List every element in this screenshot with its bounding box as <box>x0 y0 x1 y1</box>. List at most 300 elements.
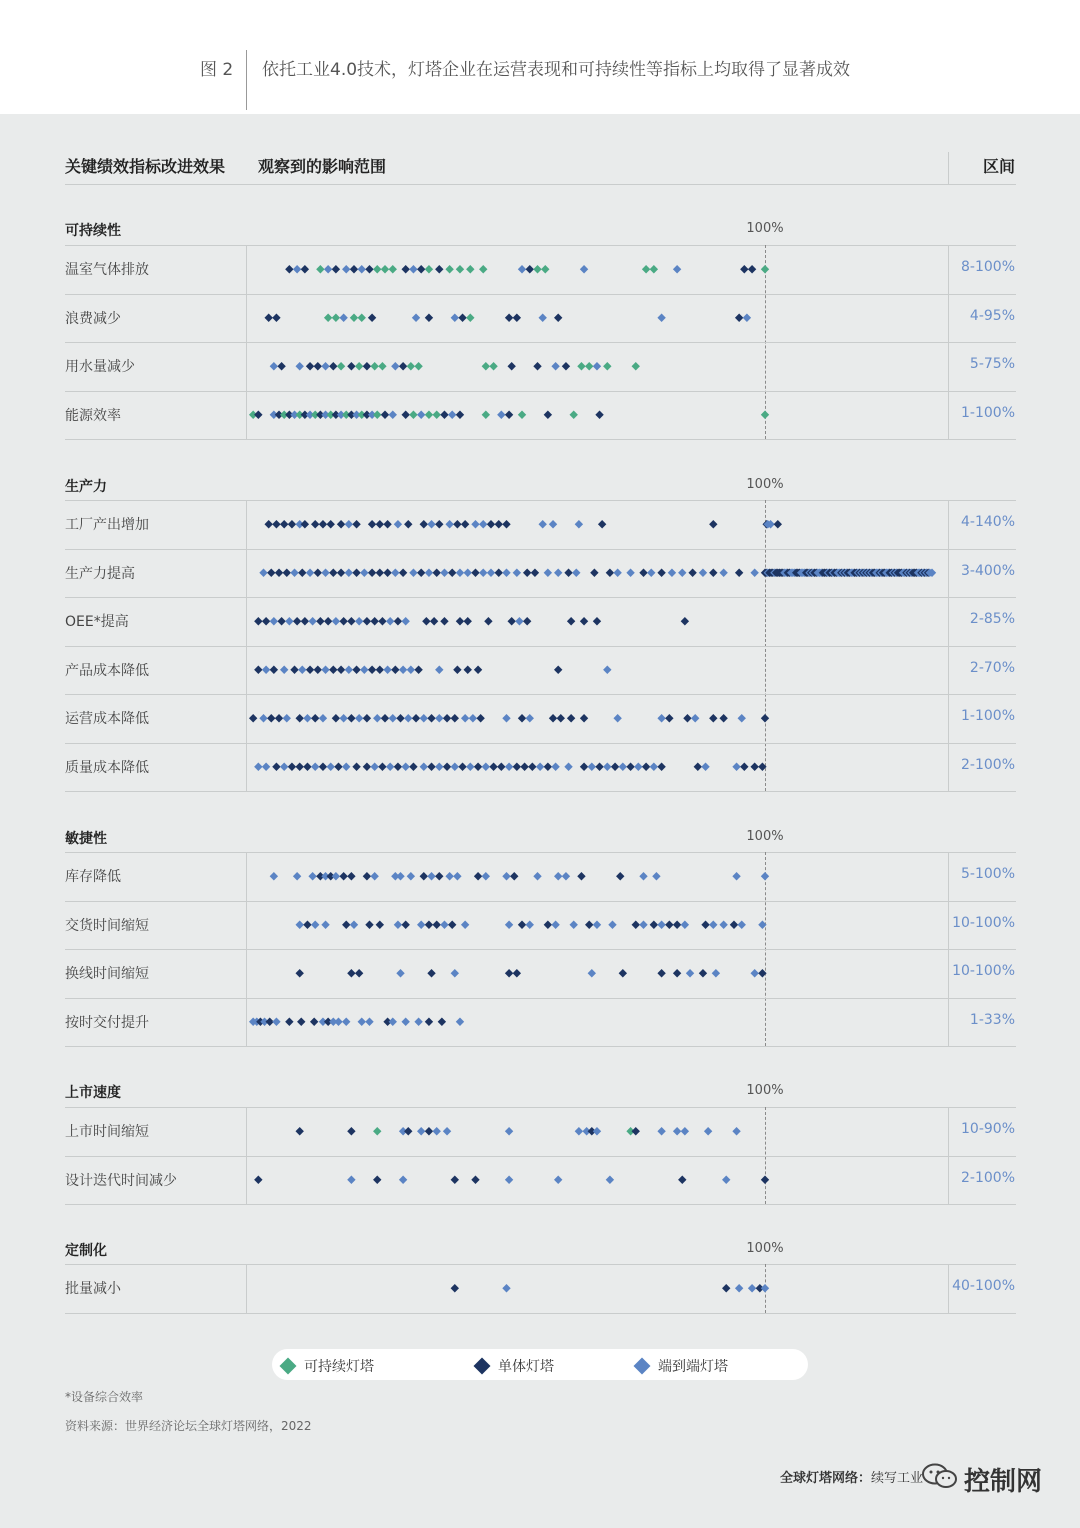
data-point-e2e <box>311 763 319 771</box>
data-point-e2e <box>691 714 699 722</box>
data-point-e2e <box>360 569 368 577</box>
data-point-single <box>474 872 482 880</box>
data-point-single <box>665 714 673 722</box>
data-point-e2e <box>448 411 456 419</box>
data-point-single <box>425 314 433 322</box>
data-point-sustainable <box>479 265 487 273</box>
data-point-single <box>580 763 588 771</box>
data-point-single <box>750 763 758 771</box>
data-point-single <box>657 763 665 771</box>
data-point-e2e <box>342 1018 350 1026</box>
diamond-icon <box>634 1358 651 1375</box>
data-point-e2e <box>345 569 353 577</box>
data-point-single <box>673 969 681 977</box>
data-point-e2e <box>619 763 627 771</box>
data-point-e2e <box>332 872 340 880</box>
data-point-sustainable <box>433 411 441 419</box>
wechat-icon <box>920 1462 960 1490</box>
data-point-e2e <box>401 1018 409 1026</box>
data-point-e2e <box>536 763 544 771</box>
row-range: 1-100% <box>961 708 1015 725</box>
data-point-e2e <box>399 1176 407 1184</box>
category-title: 定制化 <box>65 1243 107 1259</box>
data-point-single <box>337 666 345 674</box>
data-point-single <box>681 617 689 625</box>
data-point-single <box>458 314 466 322</box>
data-point-e2e <box>681 921 689 929</box>
row-range: 2-100% <box>961 1169 1015 1186</box>
data-point-single <box>391 666 399 674</box>
data-point-single <box>337 520 345 528</box>
data-point-sustainable <box>373 265 381 273</box>
legend-item-e2e <box>636 1356 728 1376</box>
data-point-e2e <box>699 569 707 577</box>
legend-label-single: 单体灯塔 <box>498 1359 554 1375</box>
row-label: 浪费减少 <box>65 310 121 327</box>
data-point-e2e <box>360 666 368 674</box>
data-point-single <box>567 714 575 722</box>
data-point-single <box>368 520 376 528</box>
data-point-single <box>657 969 665 977</box>
header-kpi: 关键绩效指标改进效果 <box>65 157 226 176</box>
data-point-e2e <box>414 1018 422 1026</box>
legend-label-sustainable: 可持续灯塔 <box>304 1359 374 1375</box>
data-point-single <box>585 921 593 929</box>
data-point-e2e <box>709 921 717 929</box>
data-point-single <box>523 569 531 577</box>
data-point-e2e <box>345 666 353 674</box>
data-point-e2e <box>502 1284 510 1292</box>
diamond-icon <box>280 1358 297 1375</box>
data-point-sustainable <box>489 362 497 370</box>
data-point-single <box>673 921 681 929</box>
data-point-e2e <box>564 763 572 771</box>
data-point-e2e <box>425 569 433 577</box>
data-point-e2e <box>652 872 660 880</box>
data-point-single <box>288 763 296 771</box>
data-point-sustainable <box>425 265 433 273</box>
data-point-single <box>758 969 766 977</box>
data-point-single <box>748 265 756 273</box>
data-point-single <box>314 666 322 674</box>
data-point-single <box>722 1284 730 1292</box>
data-point-e2e <box>464 569 472 577</box>
data-point-single <box>288 520 296 528</box>
data-point-single <box>401 411 409 419</box>
data-point-single <box>272 763 280 771</box>
data-point-sustainable <box>332 314 340 322</box>
data-point-single <box>352 520 360 528</box>
category-title: 可持续性 <box>65 223 121 239</box>
data-point-sustainable <box>466 314 474 322</box>
data-point-single <box>567 617 575 625</box>
data-point-single <box>448 569 456 577</box>
data-point-sustainable <box>373 1127 381 1135</box>
data-point-single <box>270 666 278 674</box>
data-point-e2e <box>262 666 270 674</box>
data-point-single <box>495 520 503 528</box>
hundred-percent-label: 100% <box>746 1241 784 1256</box>
data-point-single <box>505 411 513 419</box>
row-range: 5-75% <box>969 356 1015 373</box>
row-label: 产品成本降低 <box>65 662 149 679</box>
data-point-e2e <box>373 714 381 722</box>
data-point-single <box>280 520 288 528</box>
data-point-single <box>740 763 748 771</box>
data-point-e2e <box>575 1127 583 1135</box>
data-point-single <box>404 1127 412 1135</box>
data-point-single <box>513 969 521 977</box>
data-point-e2e <box>365 1018 373 1026</box>
data-point-single <box>554 666 562 674</box>
category-title: 敏捷性 <box>65 831 107 847</box>
row-range: 2-70% <box>969 659 1015 676</box>
data-point-sustainable <box>482 411 490 419</box>
data-point-single <box>306 362 314 370</box>
data-point-sustainable <box>456 265 464 273</box>
data-point-e2e <box>487 569 495 577</box>
data-point-e2e <box>505 1127 513 1135</box>
data-point-e2e <box>298 666 306 674</box>
data-point-e2e <box>505 921 513 929</box>
data-point-e2e <box>308 872 316 880</box>
data-point-e2e <box>280 666 288 674</box>
category-title: 上市速度 <box>65 1085 121 1101</box>
data-point-e2e <box>339 714 347 722</box>
row-range: 10-90% <box>961 1121 1015 1138</box>
row-label: 换线时间缩短 <box>65 966 149 983</box>
data-point-e2e <box>603 666 611 674</box>
data-point-single <box>267 714 275 722</box>
data-point-e2e <box>283 714 291 722</box>
data-point-single <box>352 666 360 674</box>
data-point-e2e <box>259 714 267 722</box>
data-point-single <box>510 872 518 880</box>
data-point-e2e <box>732 872 740 880</box>
data-point-e2e <box>554 1176 562 1184</box>
row-label: 用水量减少 <box>65 359 135 376</box>
data-point-e2e <box>738 714 746 722</box>
data-point-single <box>339 617 347 625</box>
data-point-single <box>401 921 409 929</box>
data-point-e2e <box>538 314 546 322</box>
data-point-single <box>554 314 562 322</box>
data-point-single <box>598 520 606 528</box>
data-point-single <box>363 617 371 625</box>
data-point-single <box>277 617 285 625</box>
row-label: 交货时间缩短 <box>65 917 149 934</box>
data-point-single <box>285 1018 293 1026</box>
data-point-single <box>606 569 614 577</box>
data-point-e2e <box>342 763 350 771</box>
data-point-single <box>409 763 417 771</box>
data-point-e2e <box>681 1127 689 1135</box>
data-point-e2e <box>259 569 267 577</box>
category-title: 生产力 <box>65 479 107 495</box>
data-point-e2e <box>533 872 541 880</box>
legend-item-single <box>476 1356 554 1376</box>
data-point-e2e <box>342 265 350 273</box>
footnote-source: 资料来源：世界经济论坛全球灯塔网络，2022 <box>65 1419 312 1433</box>
data-point-single <box>301 520 309 528</box>
data-point-single <box>507 362 515 370</box>
data-point-single <box>433 921 441 929</box>
data-point-single <box>368 666 376 674</box>
data-point-e2e <box>306 569 314 577</box>
data-point-e2e <box>339 314 347 322</box>
header-observed: 观察到的影响范围 <box>258 157 387 176</box>
data-point-e2e <box>440 921 448 929</box>
data-point-sustainable <box>350 314 358 322</box>
data-point-single <box>310 1018 318 1026</box>
data-point-single <box>435 265 443 273</box>
data-point-sustainable <box>389 265 397 273</box>
data-point-single <box>347 872 355 880</box>
data-point-e2e <box>732 763 740 771</box>
data-point-single <box>314 362 322 370</box>
data-point-single <box>761 714 769 722</box>
data-point-e2e <box>394 921 402 929</box>
data-point-single <box>277 362 285 370</box>
data-point-single <box>458 763 466 771</box>
data-point-single <box>249 714 257 722</box>
data-point-e2e <box>634 763 642 771</box>
row-label: 上市时间缩短 <box>65 1124 149 1141</box>
data-point-single <box>518 921 526 929</box>
data-point-e2e <box>345 520 353 528</box>
data-point-e2e <box>435 763 443 771</box>
row-label: 批量减小 <box>65 1281 121 1298</box>
data-point-e2e <box>394 520 402 528</box>
data-point-single <box>758 763 766 771</box>
data-point-single <box>272 520 280 528</box>
data-point-e2e <box>606 1176 614 1184</box>
data-point-single <box>694 763 702 771</box>
data-point-single <box>272 314 280 322</box>
data-point-single <box>642 763 650 771</box>
data-point-single <box>376 666 384 674</box>
data-point-single <box>453 666 461 674</box>
data-point-e2e <box>389 1018 397 1026</box>
data-point-e2e <box>296 921 304 929</box>
data-point-single <box>327 520 335 528</box>
data-point-e2e <box>321 569 329 577</box>
data-point-e2e <box>451 314 459 322</box>
data-point-e2e <box>482 872 490 880</box>
data-point-single <box>337 569 345 577</box>
data-point-single <box>580 617 588 625</box>
data-point-e2e <box>544 569 552 577</box>
data-point-e2e <box>311 921 319 929</box>
data-point-single <box>383 520 391 528</box>
data-point-sustainable <box>632 362 640 370</box>
data-point-single <box>311 714 319 722</box>
data-point-single <box>595 411 603 419</box>
data-point-e2e <box>748 1284 756 1292</box>
data-point-single <box>417 569 425 577</box>
data-point-single <box>665 921 673 929</box>
data-point-e2e <box>389 411 397 419</box>
data-point-single <box>381 714 389 722</box>
data-point-e2e <box>427 520 435 528</box>
data-point-sustainable <box>414 362 422 370</box>
data-point-e2e <box>409 569 417 577</box>
data-point-single <box>526 265 534 273</box>
data-point-single <box>774 520 782 528</box>
data-point-single <box>365 265 373 273</box>
data-point-e2e <box>469 714 477 722</box>
data-point-single <box>417 265 425 273</box>
data-point-sustainable <box>585 362 593 370</box>
data-point-e2e <box>518 265 526 273</box>
data-point-e2e <box>280 763 288 771</box>
data-point-single <box>699 969 707 977</box>
data-point-single <box>363 872 371 880</box>
data-point-single <box>709 569 717 577</box>
data-point-e2e <box>678 569 686 577</box>
data-point-e2e <box>613 714 621 722</box>
row-range: 4-140% <box>961 514 1015 531</box>
data-point-single <box>531 569 539 577</box>
data-point-e2e <box>347 1176 355 1184</box>
data-point-single <box>719 714 727 722</box>
data-point-e2e <box>427 872 435 880</box>
data-point-single <box>329 569 337 577</box>
data-point-e2e <box>554 872 562 880</box>
data-point-e2e <box>386 763 394 771</box>
data-point-e2e <box>505 1176 513 1184</box>
data-point-single <box>427 763 435 771</box>
data-point-single <box>701 921 709 929</box>
data-point-single <box>373 1176 381 1184</box>
data-point-single <box>332 714 340 722</box>
data-point-single <box>523 617 531 625</box>
data-point-e2e <box>461 921 469 929</box>
data-point-e2e <box>404 714 412 722</box>
data-point-single <box>533 362 541 370</box>
data-point-e2e <box>308 617 316 625</box>
data-point-single <box>254 1176 262 1184</box>
row-range: 5-100% <box>961 866 1015 883</box>
data-point-e2e <box>580 265 588 273</box>
data-point-e2e <box>647 569 655 577</box>
data-point-e2e <box>650 763 658 771</box>
data-point-sustainable <box>603 362 611 370</box>
data-point-single <box>355 969 363 977</box>
data-point-e2e <box>735 1284 743 1292</box>
data-point-single <box>283 569 291 577</box>
data-point-e2e <box>562 872 570 880</box>
data-point-single <box>451 1284 459 1292</box>
data-point-single <box>461 520 469 528</box>
data-point-single <box>365 921 373 929</box>
data-point-e2e <box>639 872 647 880</box>
data-point-single <box>319 763 327 771</box>
data-point-single <box>316 617 324 625</box>
data-point-e2e <box>401 763 409 771</box>
data-point-single <box>412 714 420 722</box>
row-label: 生产力提高 <box>65 565 135 582</box>
data-point-single <box>370 617 378 625</box>
data-point-single <box>290 666 298 674</box>
data-point-e2e <box>732 1127 740 1135</box>
data-point-single <box>520 763 528 771</box>
data-point-single <box>443 714 451 722</box>
data-point-e2e <box>479 569 487 577</box>
watermark: 控制网 <box>964 1467 1043 1497</box>
data-point-single <box>544 763 552 771</box>
data-point-single <box>427 714 435 722</box>
data-point-e2e <box>673 1127 681 1135</box>
figure-label: 图 2 <box>200 60 234 80</box>
row-range: 4-95% <box>969 307 1015 324</box>
figure-title: 依托工业4.0技术，灯塔企业在运营表现和可持续性等指标上均取得了显著成效 <box>262 60 851 80</box>
data-point-single <box>507 617 515 625</box>
legend-label-e2e: 端到端灯塔 <box>658 1359 728 1375</box>
data-point-single <box>544 411 552 419</box>
data-point-e2e <box>588 763 596 771</box>
data-point-single <box>474 666 482 674</box>
data-point-sustainable <box>358 314 366 322</box>
row-range: 40-100% <box>952 1278 1015 1295</box>
data-point-single <box>296 714 304 722</box>
brand-rest: 续写工业 <box>871 1471 924 1486</box>
data-point-e2e <box>761 872 769 880</box>
data-point-e2e <box>440 569 448 577</box>
data-point-e2e <box>445 520 453 528</box>
data-point-single <box>394 617 402 625</box>
data-point-single <box>438 1018 446 1026</box>
data-point-sustainable <box>518 411 526 419</box>
diamond-icon <box>474 1358 491 1375</box>
row-label: 质量成本降低 <box>65 759 149 776</box>
data-point-single <box>688 569 696 577</box>
data-point-sustainable <box>355 362 363 370</box>
data-point-single <box>577 872 585 880</box>
data-point-e2e <box>262 763 270 771</box>
data-point-e2e <box>399 666 407 674</box>
data-point-single <box>298 569 306 577</box>
data-point-sustainable <box>425 411 433 419</box>
data-point-single <box>425 1018 433 1026</box>
data-point-single <box>399 362 407 370</box>
row-range: 1-33% <box>969 1011 1015 1028</box>
data-point-e2e <box>270 617 278 625</box>
data-point-e2e <box>391 362 399 370</box>
data-point-e2e <box>657 921 665 929</box>
data-point-e2e <box>482 763 490 771</box>
data-point-single <box>513 314 521 322</box>
row-label: 运营成本降低 <box>65 711 149 728</box>
data-point-e2e <box>407 666 415 674</box>
data-point-e2e <box>593 1127 601 1135</box>
data-point-e2e <box>254 763 262 771</box>
data-point-single <box>329 666 337 674</box>
data-point-single <box>254 617 262 625</box>
row-label: 设计迭代时间减少 <box>65 1172 177 1189</box>
data-point-single <box>595 763 603 771</box>
data-point-e2e <box>332 617 340 625</box>
data-point-single <box>657 569 665 577</box>
data-point-single <box>363 362 371 370</box>
legend-item-sustainable <box>282 1356 374 1376</box>
data-point-single <box>254 411 262 419</box>
data-point-single <box>297 1018 305 1026</box>
data-point-e2e <box>758 921 766 929</box>
data-point-sustainable <box>761 265 769 273</box>
data-point-e2e <box>409 265 417 273</box>
data-point-e2e <box>358 265 366 273</box>
